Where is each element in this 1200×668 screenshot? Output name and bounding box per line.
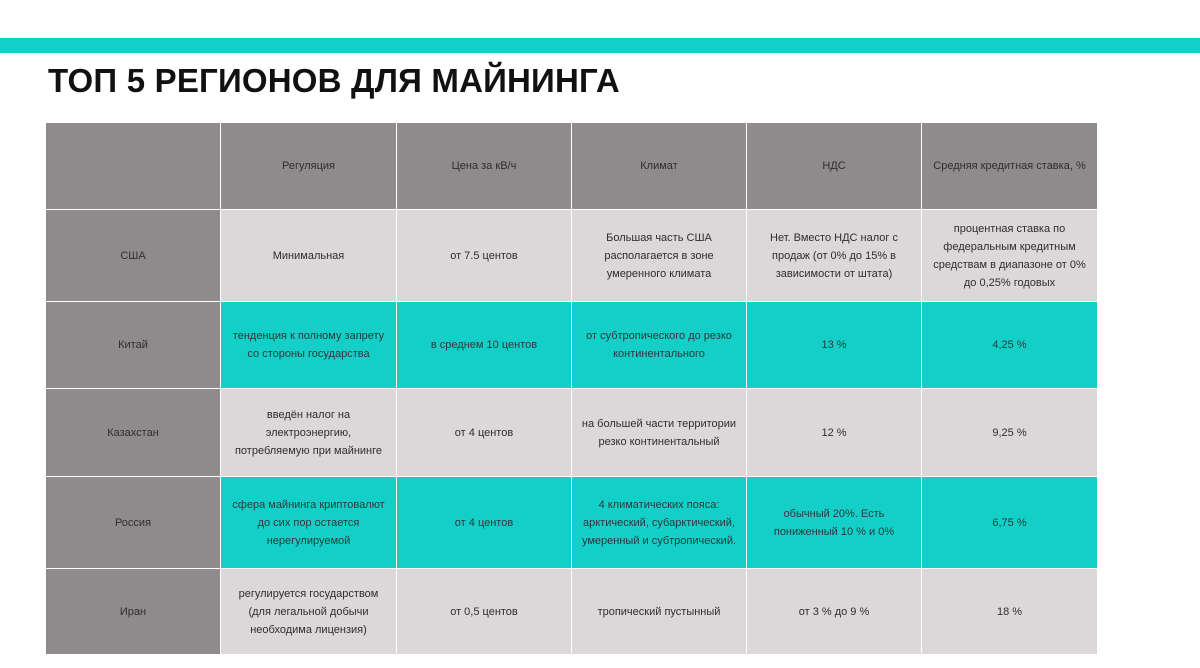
cell-climate: Большая часть США располагается в зоне умеренного климата xyxy=(572,210,747,302)
cell-vat: 13 % xyxy=(747,302,922,389)
cell-regulation: сфера майнинга криптовалют до сих пор остается нерегулируемой xyxy=(221,477,397,569)
cell-vat: обычный 20%. Есть пониженный 10 % и 0% xyxy=(747,477,922,569)
header-vat: НДС xyxy=(747,123,922,210)
header-regulation: Регуляция xyxy=(221,123,397,210)
cell-credit-rate: 6,75 % xyxy=(922,477,1098,569)
table-row xyxy=(46,569,1098,655)
row-country: США xyxy=(46,210,221,302)
slide-title: ТОП 5 РЕГИОНОВ ДЛЯ МАЙНИНГА xyxy=(48,62,620,99)
row-country: Казахстан xyxy=(46,389,221,477)
cell-price: от 7.5 центов xyxy=(397,210,572,302)
cell-climate: на большей части территории резко континентальный xyxy=(572,389,747,477)
accent-bar xyxy=(0,38,1200,53)
table-header-row xyxy=(46,123,1098,210)
table-row xyxy=(46,302,1098,389)
cell-climate: 4 климатических пояса: арктический, субарктический, умеренный и субтропический. xyxy=(572,477,747,569)
table-row xyxy=(46,210,1098,302)
cell-climate: тропический пустынный xyxy=(572,569,747,655)
cell-credit-rate: 4,25 % xyxy=(922,302,1098,389)
cell-vat: Нет. Вместо НДС налог с продаж (от 0% до 15% в зависимости от штата) xyxy=(747,210,922,302)
cell-price: от 0,5 центов xyxy=(397,569,572,655)
cell-regulation: Минимальная xyxy=(221,210,397,302)
cell-regulation: регулируется государством (для легальной добычи необходима лицензия) xyxy=(221,569,397,655)
cell-regulation: тенденция к полному запрету со стороны государства xyxy=(221,302,397,389)
header-credit-rate: Средняя кредитная ставка, % xyxy=(922,123,1098,210)
cell-credit-rate: 18 % xyxy=(922,569,1098,655)
cell-price: от 4 центов xyxy=(397,389,572,477)
cell-vat: от 3 % до 9 % xyxy=(747,569,922,655)
row-country: Россия xyxy=(46,477,221,569)
cell-vat: 12 % xyxy=(747,389,922,477)
row-country: Иран xyxy=(46,569,221,655)
cell-climate: от субтропического до резко континентального xyxy=(572,302,747,389)
cell-credit-rate: 9,25 % xyxy=(922,389,1098,477)
header-price: Цена за кВ/ч xyxy=(397,123,572,210)
cell-price: от 4 центов xyxy=(397,477,572,569)
cell-price: в среднем 10 центов xyxy=(397,302,572,389)
row-country: Китай xyxy=(46,302,221,389)
regions-table xyxy=(45,122,1098,655)
table-row xyxy=(46,477,1098,569)
cell-regulation: введён налог на электроэнергию, потребляемую при майнинге xyxy=(221,389,397,477)
header-corner xyxy=(46,123,221,210)
header-climate: Климат xyxy=(572,123,747,210)
cell-credit-rate: процентная ставка по федеральным кредитным средствам в диапазоне от 0% до 0,25% годовых xyxy=(922,210,1098,302)
table-row xyxy=(46,389,1098,477)
